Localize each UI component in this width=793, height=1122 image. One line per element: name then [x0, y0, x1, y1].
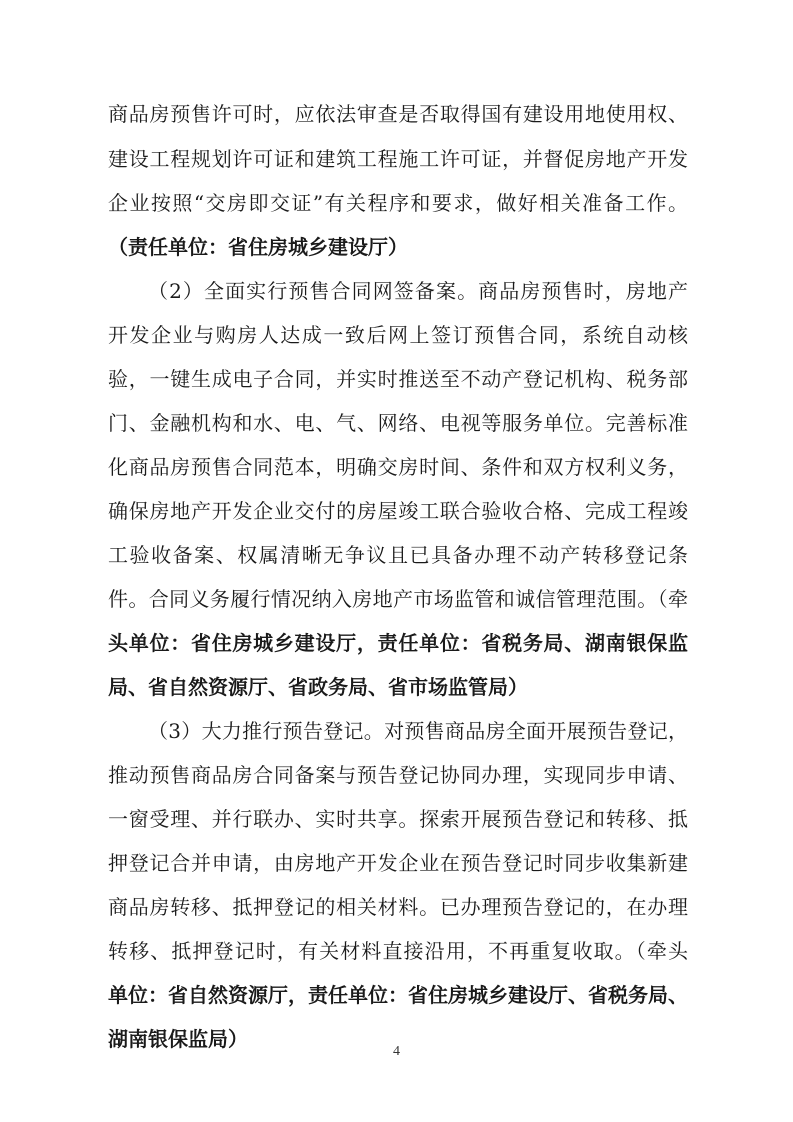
page-number: 4 — [393, 1044, 400, 1059]
responsibility-note: 湖南银保监局） — [108, 1027, 248, 1051]
section-heading-line: （2）全面实行预售合同网签备案。商品房预售时，房地产 — [148, 279, 688, 303]
text-line: 商品房转移、抵押登记的相关材料。已办理预告登记的，在办理 — [108, 895, 688, 919]
responsibility-note: 头单位：省住房城乡建设厅，责任单位：省税务局、湖南银保监 — [108, 631, 688, 655]
text-line: 验，一键生成电子合同，并实时推送至不动产登记机构、税务部 — [108, 367, 688, 391]
text-line: 确保房地产开发企业交付的房屋竣工联合验收合格、完成工程竣 — [108, 499, 688, 523]
text-line: 企业按照“交房即交证”有关程序和要求，做好相关准备工作。 — [108, 191, 688, 215]
text-line: 建设工程规划许可证和建筑工程施工许可证，并督促房地产开发 — [108, 147, 688, 171]
responsibility-note: 局、省自然资源厅、省政务局、省市场监管局） — [108, 675, 528, 699]
text-line: 押登记合并申请，由房地产开发企业在预告登记时同步收集新建 — [108, 851, 688, 875]
text-line: 件。合同义务履行情况纳入房地产市场监管和诚信管理范围。（牵 — [108, 587, 688, 611]
text-line: 商品房预售许可时，应依法审查是否取得国有建设用地使用权、 — [108, 102, 688, 126]
text-line: 转移、抵押登记时，有关材料直接沿用，不再重复收取。（牵头 — [108, 939, 688, 963]
text-line: 工验收备案、权属清晰无争议且已具备办理不动产转移登记条 — [108, 543, 688, 567]
responsibility-note: （责任单位：省住房城乡建设厅） — [108, 235, 408, 259]
text-line: 一窗受理、并行联办、实时共享。探索开展预告登记和转移、抵 — [108, 807, 688, 831]
text-line: 推动预售商品房合同备案与预告登记协同办理，实现同步申请、 — [108, 763, 688, 787]
section-heading-line: （3）大力推行预告登记。对预售商品房全面开展预告登记， — [148, 719, 688, 743]
text-line: 开发企业与购房人达成一致后网上签订预售合同，系统自动核 — [108, 323, 688, 347]
text-line: 化商品房预售合同范本，明确交房时间、条件和双方权利义务， — [108, 455, 688, 479]
responsibility-note: 单位：省自然资源厅，责任单位：省住房城乡建设厅、省税务局、 — [108, 983, 688, 1007]
text-line: 门、金融机构和水、电、气、网络、电视等服务单位。完善标准 — [108, 411, 688, 435]
